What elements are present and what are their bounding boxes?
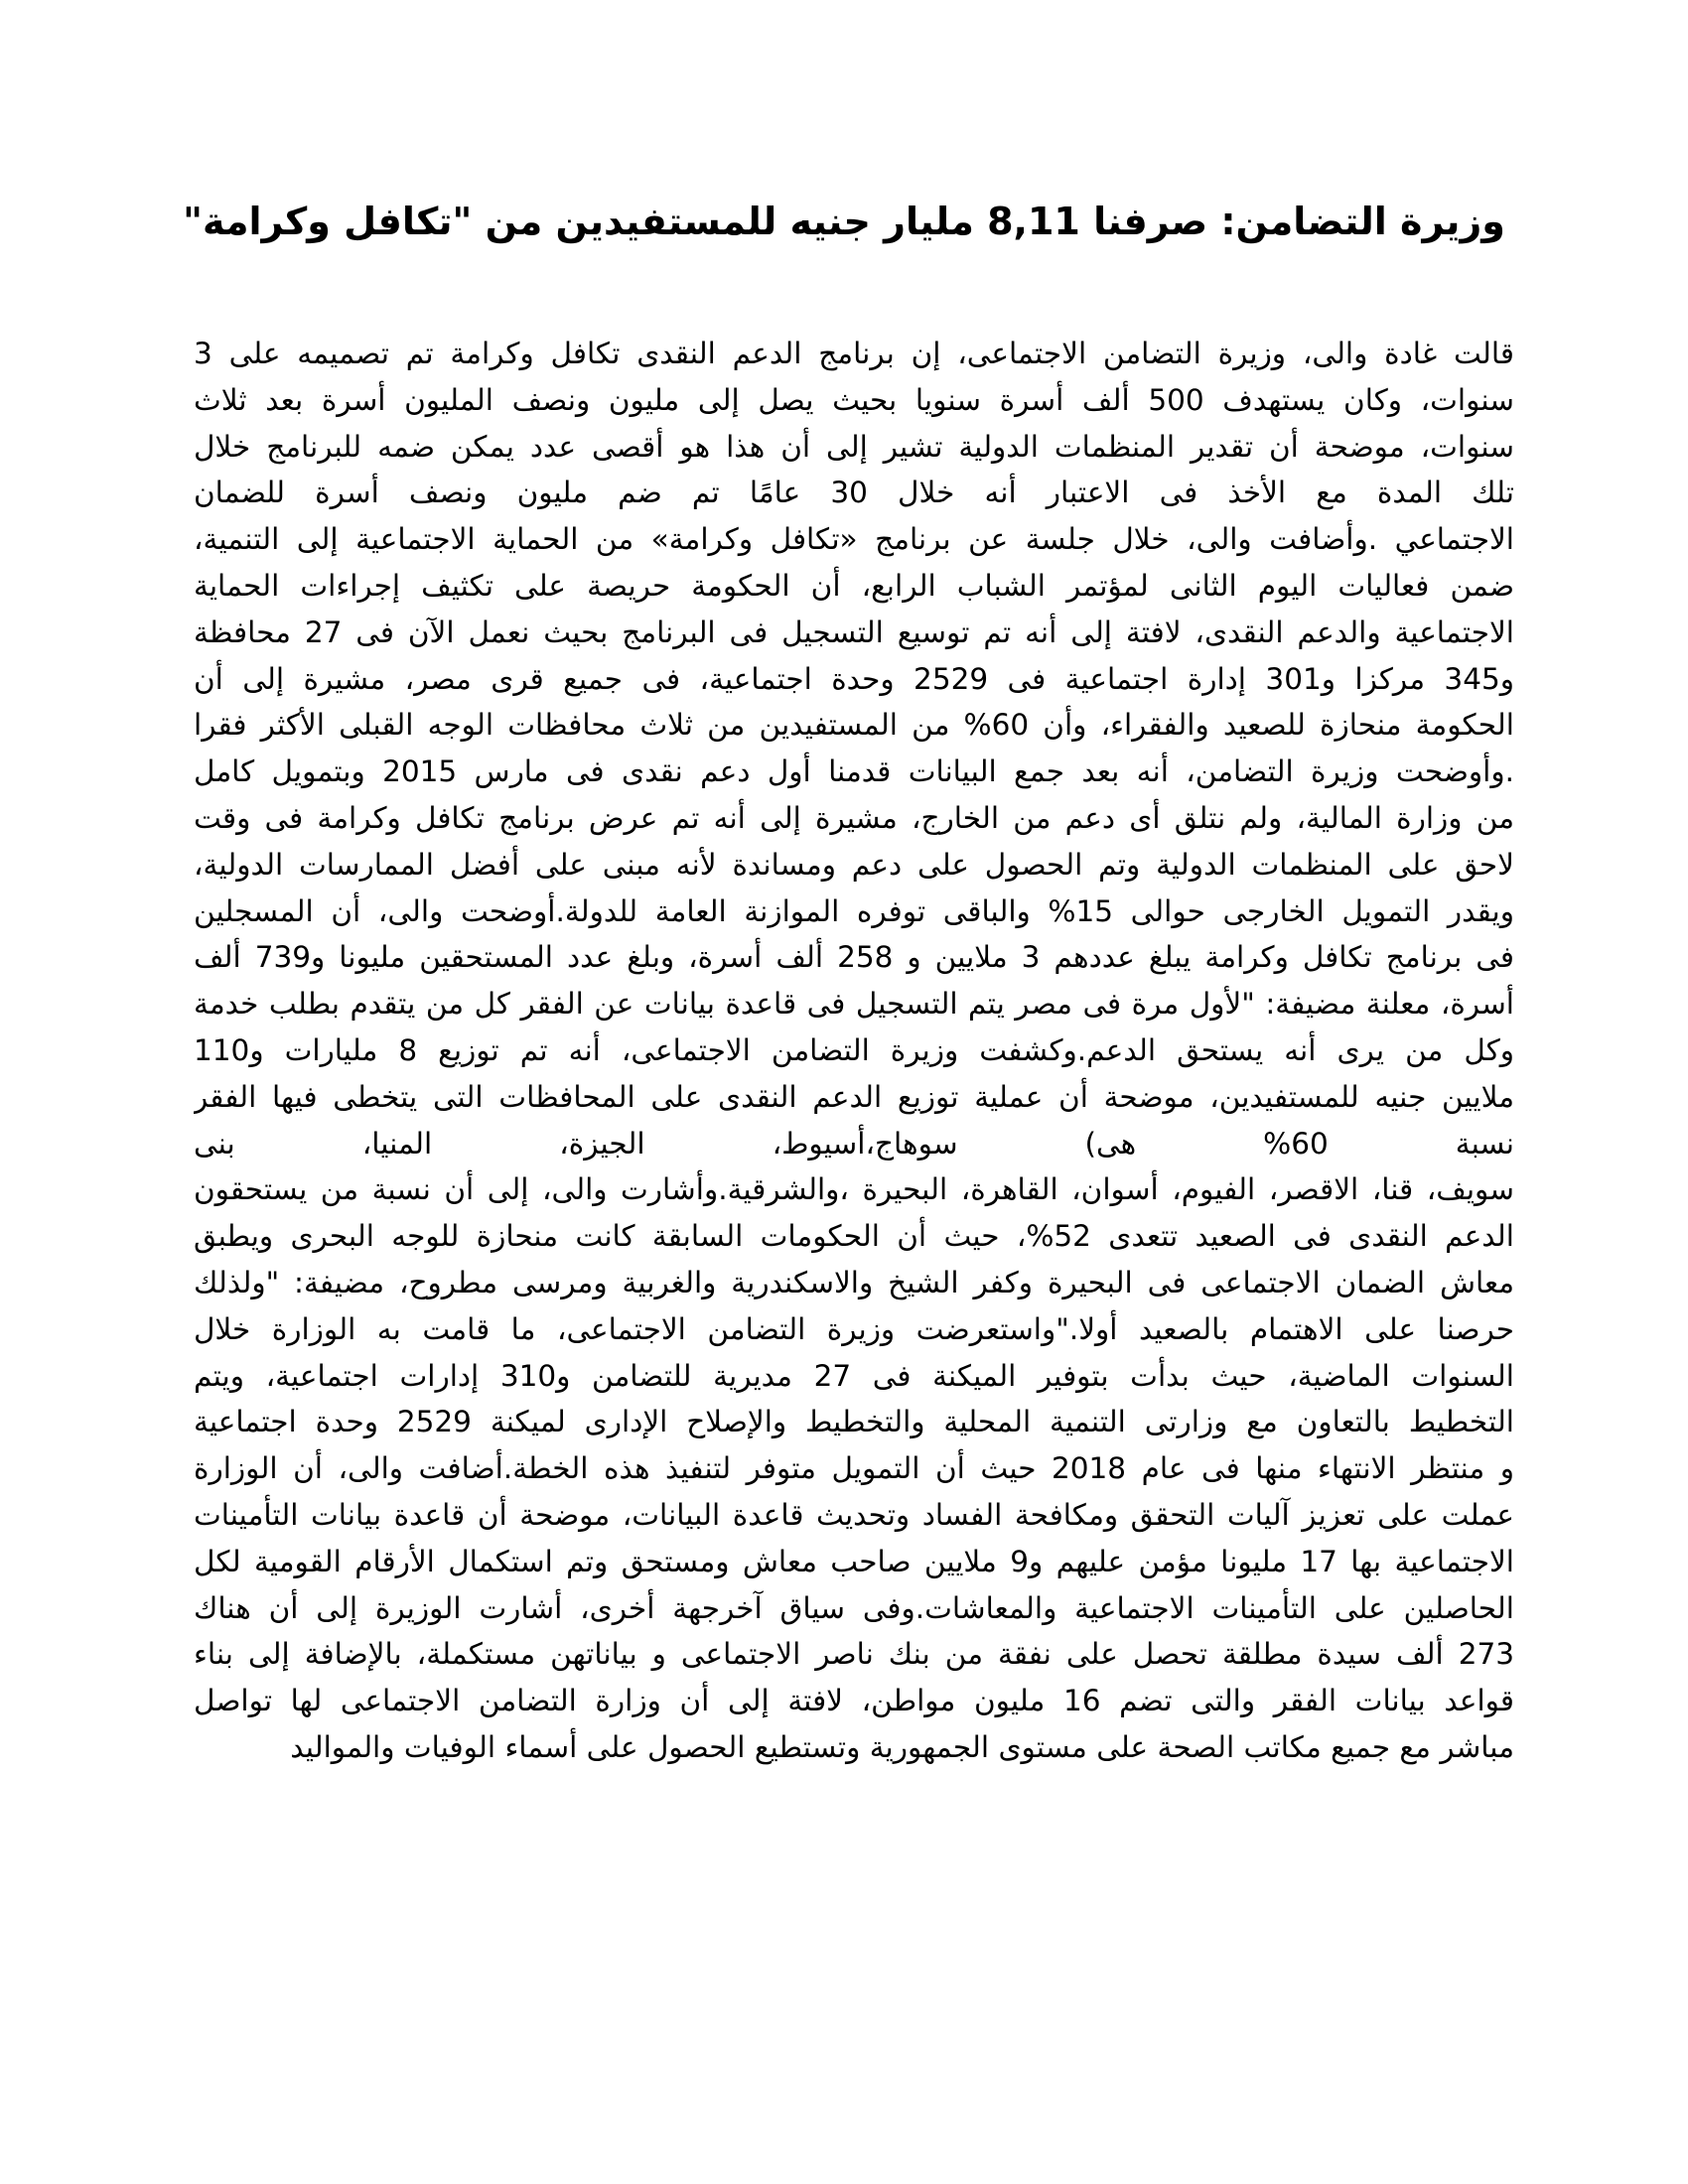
body-line: الاجتماعية بها 17 مليونا مؤمن عليهم و9 ملايين صاحب معاش ومستحق وتم استكمال الأرقام القومية لكل	[194, 1544, 1514, 1578]
body-line: .وأوضحت وزيرة التضامن، أنه بعد جمع البيانات قدمنا أول دعم نقدى فى مارس 2015 وبتمويل كامل	[194, 754, 1514, 789]
body-line: و345 مركزا و301 إدارة اجتماعية فى 2529 وحدة اجتماعية، فى جميع قرى مصر، مشيرة إلى أن	[194, 661, 1514, 696]
body-line: معاش الضمان الاجتماعى فى البحيرة وكفر الشيخ والاسكندرية والغربية ومرسى مطروح، مضيفة: "ولذلك	[194, 1265, 1514, 1299]
body-line: السنوات الماضية، حيث بدأت بتوفير الميكنة فى 27 مديرية للتضامن و310 إدارات اجتماعية، ويتم	[194, 1358, 1514, 1393]
body-line: سويف، قنا، الاقصر، الفيوم، أسوان، القاهرة، البحيرة ،والشرقية.وأشارت والى، إلى أن نسبة من يستحقون	[194, 1172, 1514, 1207]
body-line: ضمن فعاليات اليوم الثانى لمؤتمر الشباب الرابع، أن الحكومة حريصة على تكثيف إجراءات الحماية	[194, 568, 1514, 603]
body-line: مباشر مع جميع مكاتب الصحة على مستوى الجمهورية وتستطيع الحصول على أسماء الوفيات والمواليد	[290, 1729, 1514, 1764]
body-line: نسبة 60% هى) سوهاج،أسيوط، الجيزة، المنيا، بنى	[194, 1126, 1514, 1160]
body-line: تلك المدة مع الأخذ فى الاعتبار أنه خلال 30 عامًا تم ضم مليون ونصف أسرة للضمان	[194, 476, 1514, 510]
body-line: سنوات، موضحة أن تقدير المنظمات الدولية تشير إلى أن هذا هو أقصى عدد يمكن ضمه للبرنامج خلال	[194, 429, 1514, 464]
body-line: الاجتماعية والدعم النقدى، لافتة إلى أنه تم توسيع التسجيل فى البرنامج بحيث نعمل الآن فى 27 محافظة	[194, 614, 1514, 649]
body-line: عملت على تعزيز آليات التحقق ومكافحة الفساد وتحديث قاعدة البيانات، موضحة أن قاعدة بيانات التأمينات	[194, 1497, 1514, 1532]
body-line: ملايين جنيه للمستفيدين، موضحة أن عملية توزيع الدعم النقدى على المحافظات التى يتخطى فيها الفقر	[194, 1079, 1514, 1114]
body-line: أسرة، معلنة مضيفة: "لأول مرة فى مصر يتم التسجيل فى قاعدة بيانات عن الفقر كل من يتقدم بطلب خدمة	[194, 987, 1514, 1022]
body-line: وكل من يرى أنه يستحق الدعم.وكشفت وزيرة التضامن الاجتماعى، أنه تم توزيع 8 مليارات و110	[194, 1032, 1514, 1067]
article-body	[194, 331, 1514, 1771]
body-line: التخطيط بالتعاون مع وزارتى التنمية المحلية والتخطيط والإصلاح الإدارى لميكنة 2529 وحدة اجتماعية	[194, 1405, 1514, 1439]
body-line: الحكومة منحازة للصعيد والفقراء، وأن 60% من المستفيدين من ثلاث محافظات الوجه القبلى الأكثر فقرا	[194, 708, 1514, 743]
article-title: وزيرة التضامن: صرفنا 8,11 مليار جنيه للمستفيدين من "تكافل وكرامة"	[183, 200, 1505, 243]
body-line: و منتظر الانتهاء منها فى عام 2018 حيث أن التمويل متوفر لتنفيذ هذه الخطة.أضافت والى، أن الوزارة	[194, 1451, 1514, 1486]
body-line: الحاصلين على التأمينات الاجتماعية والمعاشات.وفى سياق آخرجهة أخرى، أشارت الوزيرة إلى أن هناك	[194, 1590, 1514, 1625]
body-line: من وزارة المالية، ولم نتلق أى دعم من الخارج، مشيرة إلى أنه تم عرض برنامج تكافل وكرامة فى وقت	[194, 800, 1514, 835]
body-line: فى برنامج تكافل وكرامة يبلغ عددهم 3 ملايين و 258 ألف أسرة، وبلغ عدد المستحقين مليونا و739 ألف	[194, 940, 1514, 975]
body-line: قالت غادة والى، وزيرة التضامن الاجتماعى، إن برنامج الدعم النقدى تكافل وكرامة تم تصميمه على 3	[194, 337, 1514, 370]
body-line: الدعم النقدى فى الصعيد تتعدى 52%، حيث أن الحكومات السابقة كانت منحازة للوجه البحرى ويطبق	[194, 1219, 1514, 1254]
body-line: 273 ألف سيدة مطلقة تحصل على نفقة من بنك ناصر الاجتماعى و بياناتهن مستكملة، بالإضافة إلى بناء	[194, 1637, 1514, 1672]
body-line: ويقدر التمويل الخارجى حوالى 15% والباقى توفره الموازنة العامة للدولة.أوضحت والى، أن المسجلين	[194, 893, 1514, 928]
body-line: قواعد بيانات الفقر والتى تضم 16 مليون مواطن، لافتة إلى أن وزارة التضامن الاجتماعى لها تواصل	[194, 1684, 1514, 1718]
body-line: حرصنا على الاهتمام بالصعيد أولا."واستعرضت وزيرة التضامن الاجتماعى، ما قامت به الوزارة خلال	[194, 1311, 1514, 1346]
body-line: الاجتماعي .وأضافت والى، خلال جلسة عن برنامج «تكافل وكرامة» من الحماية الاجتماعية إلى التنمية،	[194, 522, 1514, 557]
body-line: سنوات، وكان يستهدف 500 ألف أسرة سنويا بحيث يصل إلى مليون ونصف المليون أسرة بعد ثلاث	[194, 382, 1514, 417]
body-line: لاحق على المنظمات الدولية وتم الحصول على دعم ومساندة لأنه مبنى على أفضل الممارسات الدولية،	[194, 847, 1514, 882]
